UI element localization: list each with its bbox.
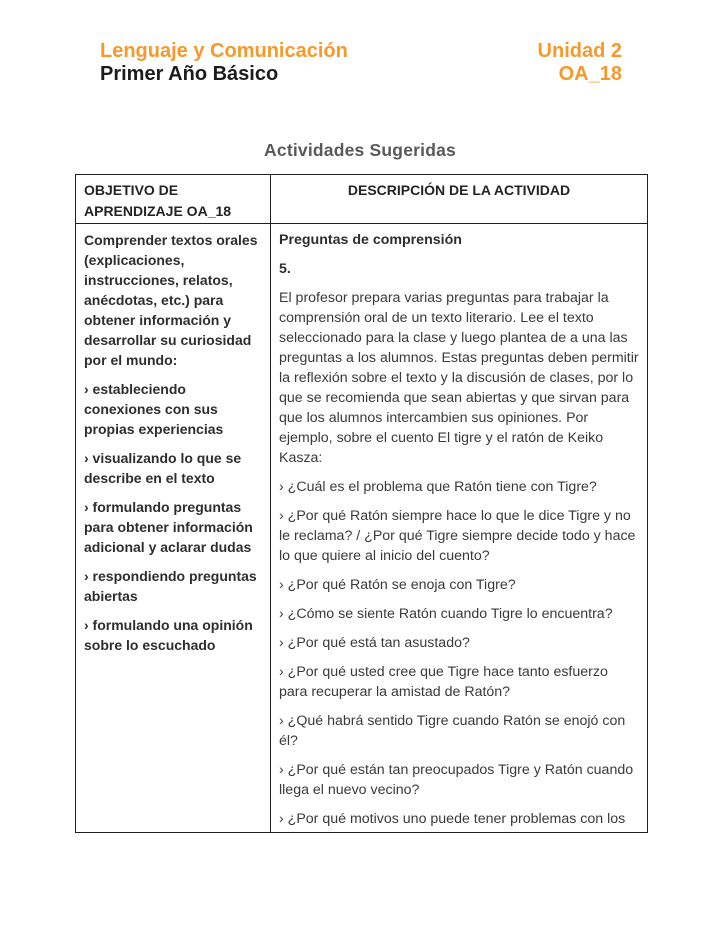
objective-bullet-list [84, 379, 262, 655]
grade-level: Primer Año Básico [100, 63, 279, 85]
activity-heading: Preguntas de comprensión [279, 232, 462, 248]
question-item: › ¿Por qué está tan asustado? [279, 635, 470, 651]
objective-bullet: › respondiendo preguntas abiertas [84, 568, 257, 604]
question-item: › ¿Qué habrá sentido Tigre cuando Ratón se enojó con él? [279, 713, 626, 749]
question-item: › ¿Por qué usted cree que Tigre hace tanto esfuerzo para recuperar la amistad de Ratón? [279, 664, 608, 700]
subject-title: Lenguaje y Comunicación [100, 40, 348, 62]
question-list [279, 477, 639, 829]
question-item: › ¿Por qué motivos uno puede tener problemas con los [279, 811, 626, 827]
document-header [100, 40, 622, 86]
page-title: Actividades Sugeridas [264, 140, 456, 160]
header-left-block [100, 40, 348, 86]
activity-description: El profesor prepara varias preguntas para trabajar la comprensión oral de un texto literario. Lee el texto seleccionado para la clase y luego plantea de a una las preguntas a los alumnos. Estas preguntas deben permitir la reflexión sobre el texto y la discusión de clases, por lo que se recomienda que sean abiertas y que sirvan para que los alumnos intercambien sus opiniones. Por ejemplo, sobre el cuento El tigre y el ratón de Keiko Kasza: [279, 290, 639, 466]
column-header-objective: OBJETIVO DE APRENDIZAJE OA_18 [76, 175, 271, 224]
question-item: › ¿Por qué están tan preocupados Tigre y Ratón cuando llega el nuevo vecino? [279, 762, 634, 798]
activity-cell [271, 224, 647, 832]
objective-intro: Comprender textos orales (explicaciones, instrucciones, relatos, anécdotas, etc.) para obtener información y desarrollar su curiosidad por el mundo: [84, 232, 258, 368]
objective-bullet: › estableciendo conexiones con sus propias experiencias [84, 381, 224, 437]
objective-bullet: › formulando una opinión sobre lo escuchado [84, 617, 253, 653]
oa-code: OA_18 [558, 63, 622, 85]
unit-label: Unidad 2 [537, 40, 622, 62]
objective-bullet: › visualizando lo que se describe en el texto [84, 450, 242, 486]
column-header-description: DESCRIPCIÓN DE LA ACTIVIDAD [271, 175, 647, 224]
activities-table [75, 174, 648, 833]
question-item: › ¿Por qué Ratón siempre hace lo que le dice Tigre y no le reclama? / ¿Por qué Tigre siempre decide todo y hace lo que quiere al inicio del cuento? [279, 508, 636, 564]
header-right-block [538, 40, 622, 86]
question-item: › ¿Cuál es el problema que Ratón tiene con Tigre? [279, 479, 597, 495]
question-item: › ¿Cómo se siente Ratón cuando Tigre lo encuentra? [279, 606, 613, 622]
objective-bullet: › formulando preguntas para obtener información adicional y aclarar dudas [84, 499, 253, 555]
question-item: › ¿Por qué Ratón se enoja con Tigre? [279, 577, 516, 593]
objective-cell [76, 224, 271, 832]
activity-number: 5. [279, 261, 291, 277]
